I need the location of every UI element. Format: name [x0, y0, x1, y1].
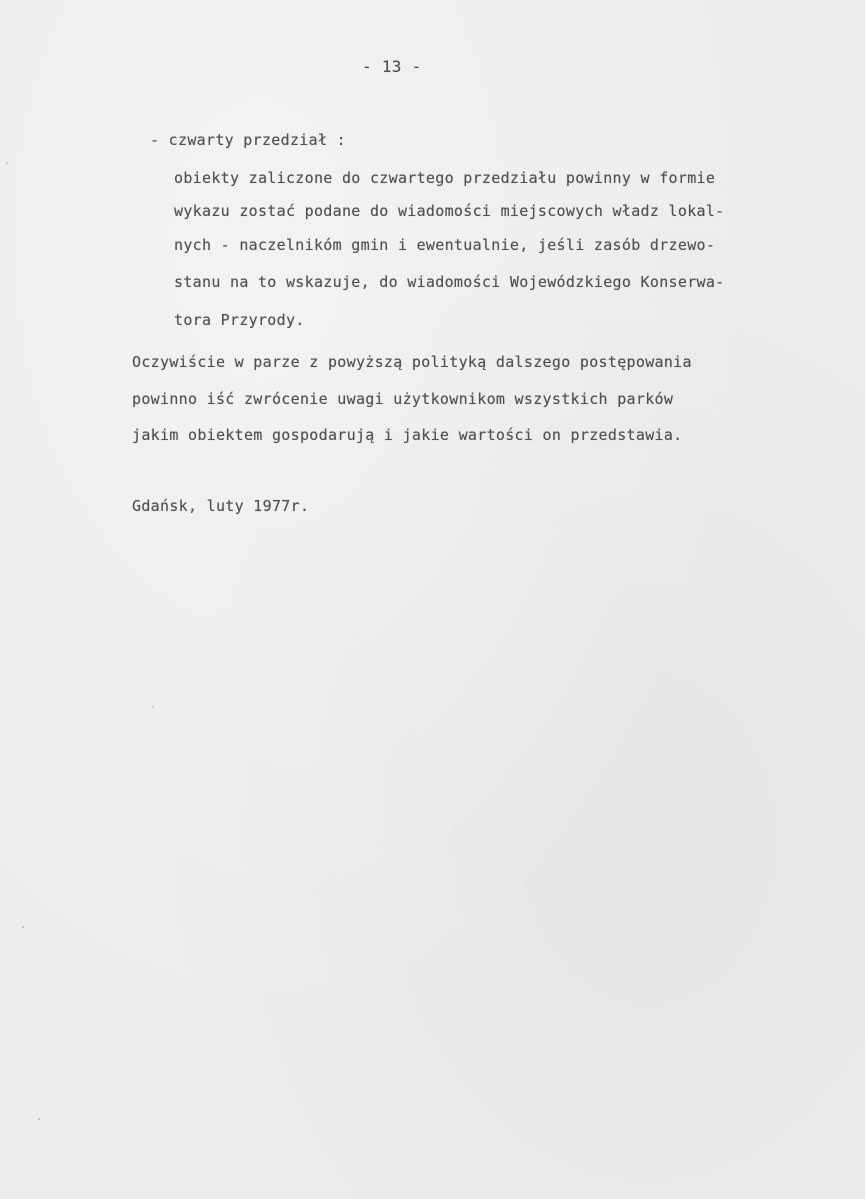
scan-speck [38, 1118, 40, 1120]
paragraph-line-1: Oczywiście w parze z powyższą polityką dalszego postępowania [132, 353, 692, 371]
place-date-signature: Gdańsk, luty 1977r. [132, 497, 310, 515]
section-body-line-4: stanu na to wskazuje, do wiadomości Wojewódzkiego Konserwa- [174, 273, 725, 291]
section-body-line-5: tora Przyrody. [174, 311, 305, 329]
scan-speck [152, 706, 154, 708]
page-number: - 13 - [362, 57, 422, 76]
section-body-line-1: obiekty zaliczone do czwartego przedziału powinny w formie [174, 169, 716, 187]
section-heading: - czwarty przedział : [150, 131, 346, 149]
scan-speck [22, 926, 24, 928]
scan-speck [6, 162, 8, 164]
section-body-line-2: wykazu zostać podane do wiadomości miejscowych władz lokal- [174, 202, 725, 220]
paragraph-line-2: powinno iść zwrócenie uwagi użytkownikom wszystkich parków [132, 390, 674, 408]
section-body-line-3: nych - naczelnikóm gmin i ewentualnie, jeśli zasób drzewo- [174, 236, 716, 254]
paragraph-line-3: jakim obiektem gospodarują i jakie wartości on przedstawia. [132, 426, 683, 444]
